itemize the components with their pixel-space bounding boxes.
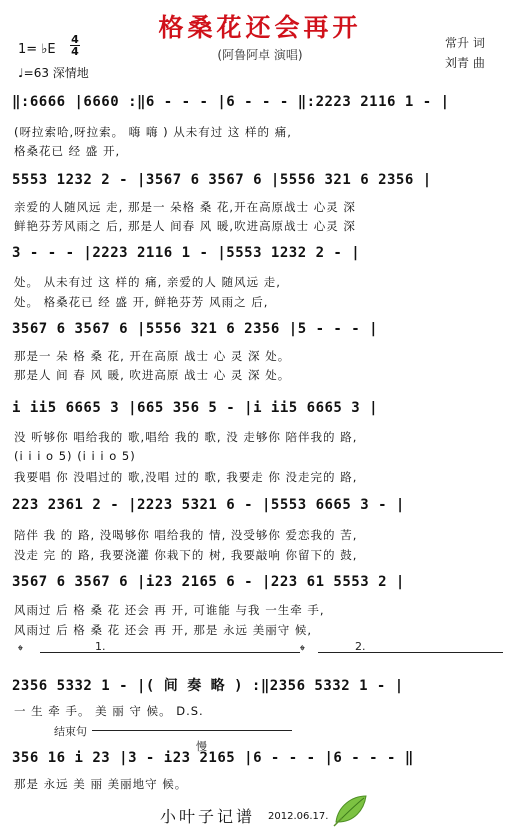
lyric-row-5-verse-1: 没 听够你 唱给我的 歌,唱给 我的 歌, 没 走够你 陪伴我的 路, [14,430,358,444]
lyric-row-3-verse-2: 处。 格桑花已 经 盛 开, 鲜艳芬芳 风雨之 后, [14,295,269,309]
volta-1-bracket [40,652,300,653]
staff-row-4: 3567 6 3567 6 |5556 321 6 2356 |5 - - - | [12,321,379,337]
staff-row-7: 3567 6 3567 6 |i23 2165 6 - |223 61 5553 2 | [12,574,405,590]
transcriber-signature: 小叶子记谱 [160,807,256,826]
ending-label: 结束句 [54,725,87,738]
lyric-row-1-verse-2: 格桑花已 经 盛 开, [14,144,121,158]
lyricist-credit: 常升 词 [445,36,485,50]
lyric-row-7-verse-1: 风雨过 后 格 桑 花 还会 再 开, 可谁能 与我 一生牵 手, [14,603,325,617]
lyric-row-2-verse-1: 亲爱的人随风远 走, 那是一 朵格 桑 花,开在高原战士 心灵 深 [14,200,356,214]
staff-row-2: 5553 1232 2 - |3567 6 3567 6 |5556 321 6 2356 | [12,172,432,188]
time-top: 4 [71,33,79,46]
time-bottom: 4 [71,45,79,58]
volta-2-label: 2. [355,640,366,653]
staff-row-6: 223 2361 2 - |2223 5321 6 - |5553 6665 3 - | [12,497,405,513]
time-signature [70,34,80,57]
lyric-row-1-verse-1: (呀拉索哈,呀拉索。 嗨 嗨 ) 从未有过 这 样的 痛, [14,125,292,139]
key-signature: 1= ♭E [18,42,56,57]
staff-row-8: 2356 5332 1 - |( 间 奏 略 ) :‖2356 5332 1 - | [12,678,404,694]
song-title: 格桑花还会再开 [158,13,362,42]
tempo-marking: ♩=63 深情地 [18,66,89,80]
staff-row-1: ‖:6666 |6660 :‖6 - - - |6 - - - ‖:2223 2116 1 - | [12,94,450,110]
lyric-row-9: 那是 永远 美 丽 美丽地守 候。 [14,777,188,791]
staff-row-3: 3 - - - |2223 2116 1 - |5553 1232 2 - | [12,245,361,261]
lyric-row-8: 一 生 牵 手。 美 丽 守 候。 D.S. [14,704,204,718]
ending-bracket [92,730,292,731]
lyric-row-3-verse-1: 处。 从未有过 这 样的 痛, 亲爱的人 随风远 走, [14,275,281,289]
staff-row-5: i ii5 6665 3 |665 356 5 - |i ii5 6665 3 | [12,400,379,416]
coda-mark-right: 𝄌 [300,643,305,659]
lyric-row-2-verse-2: 鲜艳芬芳风雨之 后, 那是人 间春 风 暖,吹进高原战士 心灵 深 [14,219,356,233]
singer-subtitle: (阿鲁阿卓 演唱) [217,48,303,62]
lyric-row-4-verse-1: 那是一 朵 格 桑 花, 开在高原 战士 心 灵 深 处。 [14,349,291,363]
lyric-row-5-interlude: (i i i o 5) (i i i o 5) [14,449,136,463]
lyric-row-4-verse-2: 那是人 间 春 风 暖, 吹进高原 战士 心 灵 深 处。 [14,368,291,382]
staff-row-9: 356 16 i 23 |3 - i23 2165 |6 - - - |6 - - - ‖ [12,750,414,766]
coda-mark-left: 𝄌 [18,643,23,659]
lyric-row-5-verse-2: 我要唱 你 没唱过的 歌,没唱 过的 歌, 我要走 你 没走完的 路, [14,470,358,484]
volta-2-bracket [318,652,503,653]
composer-credit: 刘青 曲 [445,56,485,70]
volta-1-label: 1. [95,640,106,653]
tempo-slow-mark: 慢 [196,740,207,753]
lyric-row-6-verse-2: 没走 完 的 路, 我要浇灌 你栽下的 树, 我要敲响 你留下的 鼓, [14,548,358,562]
leaf-icon [330,792,370,828]
transcription-date: 2012.06.17. [268,811,329,822]
lyric-row-6-verse-1: 陪伴 我 的 路, 没喝够你 唱给我的 情, 没受够你 爱恋我的 苦, [14,528,358,542]
lyric-row-7-verse-2: 风雨过 后 格 桑 花 还会 再 开, 那是 永远 美丽守 候, [14,623,313,637]
